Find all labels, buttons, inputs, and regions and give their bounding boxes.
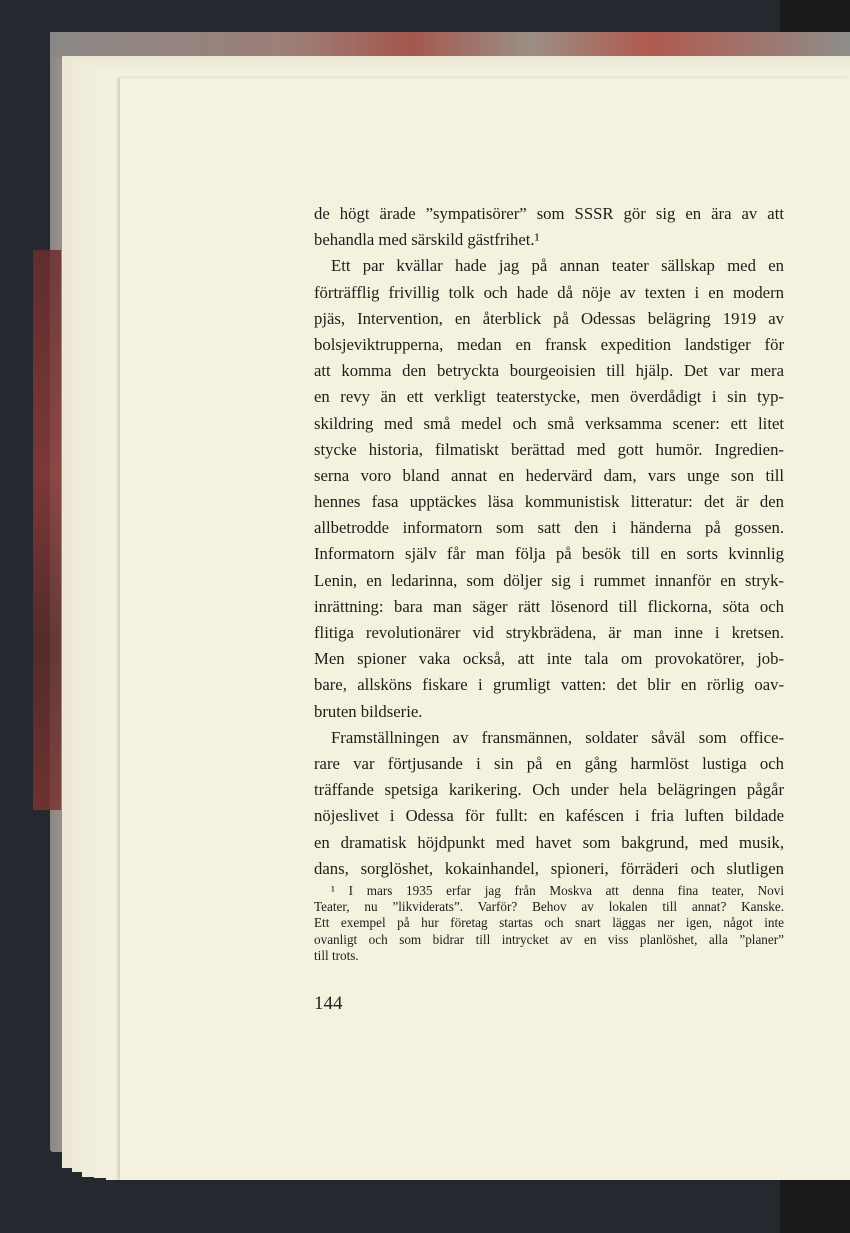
footnote-line: till trots.: [314, 947, 359, 963]
footnote-line: Teater, nu ”likviderats”. Varför? Behov av lokalen till annat? Kanske.: [314, 899, 784, 915]
text-line: bruten bildserie.: [314, 701, 423, 721]
text-line: rare var förtjusande i sin på en gång harmlöst lustiga och: [314, 753, 784, 773]
text-line: hennes fasa upptäckes läsa kommunistisk litteratur: det är den: [314, 492, 784, 512]
text-line: allbetrodde informatorn som satt den i händerna på gossen.: [314, 518, 784, 538]
text-line: Ett par kvällar hade jag på annan teater sällskap med en: [331, 256, 784, 276]
text-line: Men spioner vaka också, att inte tala om provokatörer, job-: [314, 649, 784, 669]
text-line: bolsjeviktrupperna, medan en fransk expedition landstiger för: [314, 334, 784, 354]
text-line: bare, allsköns fiskare i grumligt vatten: det blir en rörlig oav-: [314, 675, 784, 695]
text-line: Informatorn själv får man följa på besök till en sorts kvinnlig: [314, 544, 784, 564]
text-line: skildring med små medel och små verksamma scener: ett litet: [314, 413, 784, 433]
text-line: behandla med särskild gästfrihet.¹: [314, 230, 540, 250]
text-line: dans, sorglöshet, kokainhandel, spioneri, förräderi och slutligen: [314, 858, 784, 878]
footnote-line: ovanligt och som bidrar till intrycket av en viss planlöshet, alla ”planer”: [314, 931, 784, 947]
text-line: en revy än ett verkligt teaterstycke, men överdådigt i sin typ-: [314, 387, 784, 407]
text-line: inrättning: bara man säger rätt lösenord till flickorna, söta och: [314, 596, 784, 616]
text-line: serna voro bland annat en hedervärd dam, vars unge son till: [314, 465, 784, 485]
text-line: nöjeslivet i Odessa för fullt: en kaféscen i fria luften bildade: [314, 806, 784, 826]
text-line: en dramatisk höjdpunkt med havet som bakgrund, med musik,: [314, 832, 784, 852]
text-line: pjäs, Intervention, en återblick på Odessas belägring 1919 av: [314, 308, 784, 328]
text-line: flitiga revolutionärer vid strykbrädena, är man inne i kretsen.: [314, 623, 784, 642]
body-text: [314, 201, 784, 882]
text-line: de högt ärade ”sympatisörer” som SSSR gör sig en ära av att: [314, 204, 784, 223]
footnote: [314, 883, 784, 964]
book-spine-red: [33, 250, 61, 810]
footnote-line: ¹ I mars 1935 erfar jag från Moskva att denna fina teater, Novi: [331, 883, 784, 898]
text-line: Framställningen av fransmännen, soldater såväl som office-: [331, 727, 784, 747]
text-line: Lenin, en ledarinna, som döljer sig i rummet innanför en stryk-: [314, 570, 784, 590]
page-number: 144: [314, 993, 343, 1014]
book-cover-top-edge: [50, 32, 850, 58]
text-line: träffande spetsiga karikering. Och under hela belägringen pågår: [314, 780, 784, 800]
text-line: att komma den betryckta bourgeoisien till hjälp. Det var mera: [314, 361, 784, 381]
footnote-line: Ett exempel på hur företag startas och snart läggas ner igen, något inte: [314, 915, 784, 931]
text-line: förträfflig frivillig tolk och hade då nöje av texten i en modern: [314, 282, 784, 302]
text-line: stycke historia, filmatiskt berättad med gott humör. Ingredien-: [314, 439, 784, 459]
